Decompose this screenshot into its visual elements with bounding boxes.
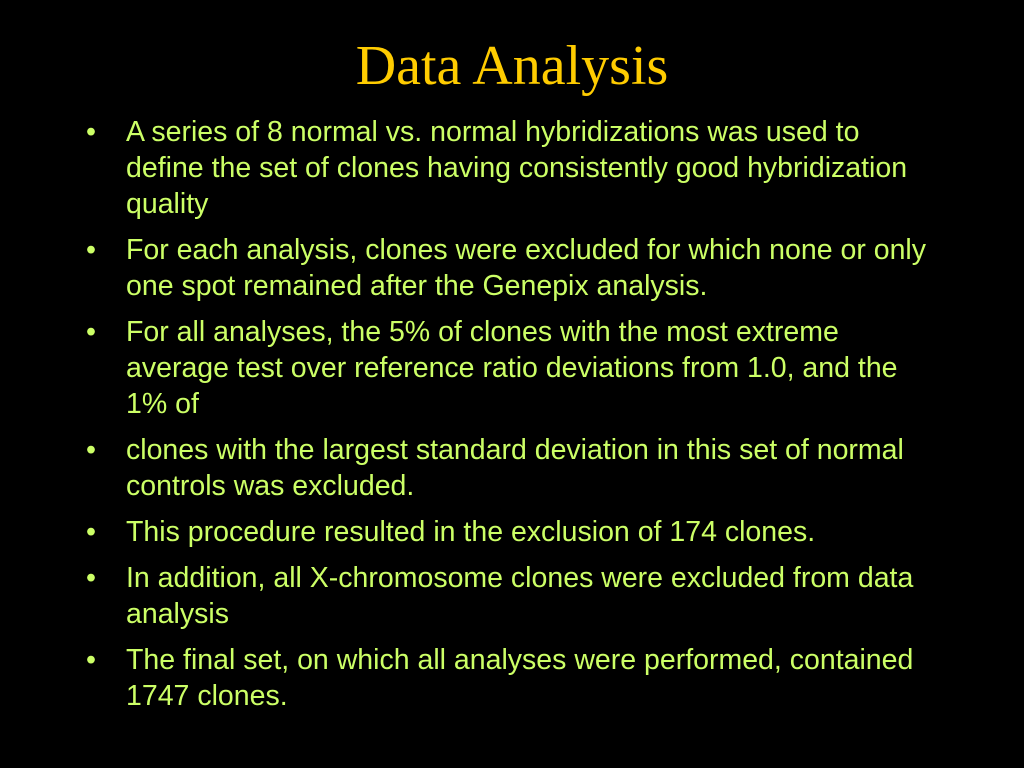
- bullet-text: clones with the largest standard deviation in this set of normal controls was excluded.: [126, 434, 904, 502]
- bullet-item: [82, 514, 932, 550]
- bullet-text: For all analyses, the 5% of clones with the most extreme average test over reference ratio deviations from 1.0, and the 1% of: [126, 316, 898, 420]
- slide-title: Data Analysis: [355, 35, 669, 97]
- bullet-item: [82, 432, 932, 504]
- bullet-text: For each analysis, clones were excluded for which none or only one spot remained after the Genepix analysis.: [126, 234, 927, 302]
- bullet-icon: •: [86, 562, 96, 594]
- bullet-icon: •: [86, 434, 96, 466]
- bullet-text: A series of 8 normal vs. normal hybridizations was used to define the set of clones having consistently good hybridization quality: [126, 116, 908, 220]
- bullet-item: [82, 560, 932, 632]
- bullet-item: [82, 642, 932, 714]
- bullet-item: [82, 114, 932, 222]
- bullet-text: In addition, all X-chromosome clones were excluded from data analysis: [126, 562, 914, 630]
- bullet-text: The final set, on which all analyses were performed, contained 1747 clones.: [126, 644, 914, 712]
- bullet-icon: •: [86, 116, 96, 148]
- bullet-item: [82, 232, 932, 304]
- bullet-text: This procedure resulted in the exclusion of 174 clones.: [126, 516, 816, 548]
- bullet-list: [82, 114, 932, 724]
- bullet-icon: •: [86, 516, 96, 548]
- bullet-icon: •: [86, 644, 96, 676]
- bullet-item: [82, 314, 932, 422]
- bullet-icon: •: [86, 234, 96, 266]
- bullet-icon: •: [86, 316, 96, 348]
